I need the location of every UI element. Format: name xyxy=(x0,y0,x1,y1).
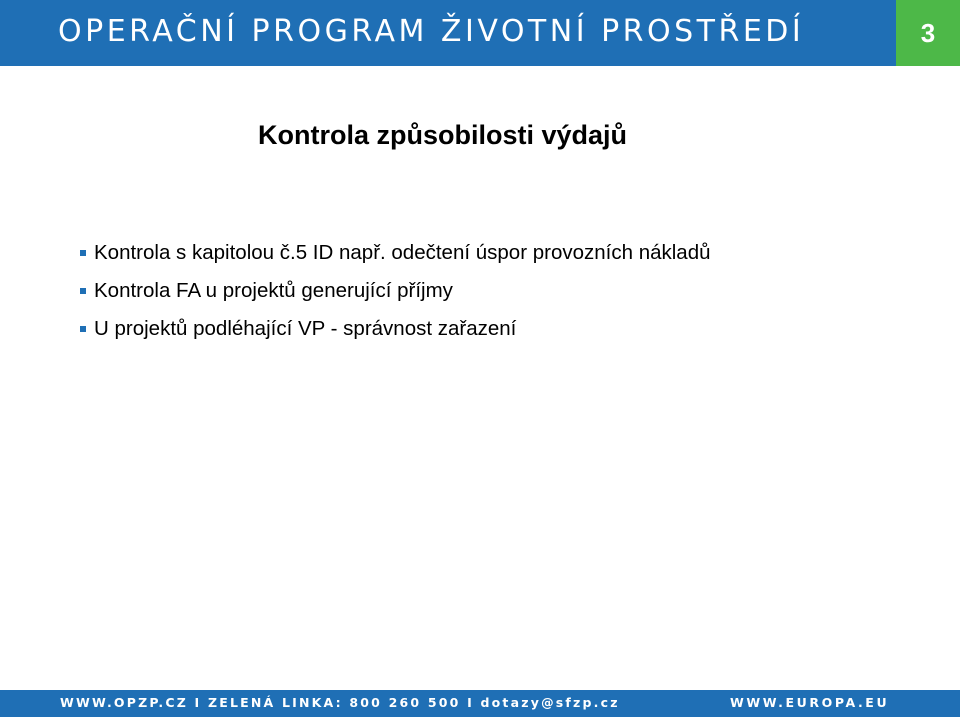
list-item-text: U projektů podléhající VP - správnost zařazení xyxy=(94,317,517,340)
footer-contact-text: WWW.OPZP.CZ I ZELENÁ LINKA: 800 260 500 I dotazy@sfzp.cz xyxy=(60,695,620,710)
square-bullet-icon xyxy=(80,326,86,332)
bullet-list xyxy=(80,236,711,350)
slide-number-badge xyxy=(896,0,960,66)
slide-title: Kontrola způsobilosti výdajů xyxy=(258,120,628,150)
list-item-text: Kontrola FA u projektů generující příjmy xyxy=(94,279,453,302)
list-item xyxy=(80,312,711,350)
slide-number: 3 xyxy=(920,17,936,48)
list-item xyxy=(80,274,711,312)
header-bar xyxy=(0,0,960,66)
list-item xyxy=(80,236,711,274)
footer-europa-link: WWW.EUROPA.EU xyxy=(730,695,890,710)
list-item-text: Kontrola s kapitolou č.5 ID např. odečtení úspor provozních nákladů xyxy=(94,241,711,264)
program-title: OPERAČNÍ PROGRAM ŽIVOTNÍ PROSTŘEDÍ xyxy=(58,14,805,49)
footer-bar xyxy=(0,690,960,717)
square-bullet-icon xyxy=(80,288,86,294)
square-bullet-icon xyxy=(80,250,86,256)
